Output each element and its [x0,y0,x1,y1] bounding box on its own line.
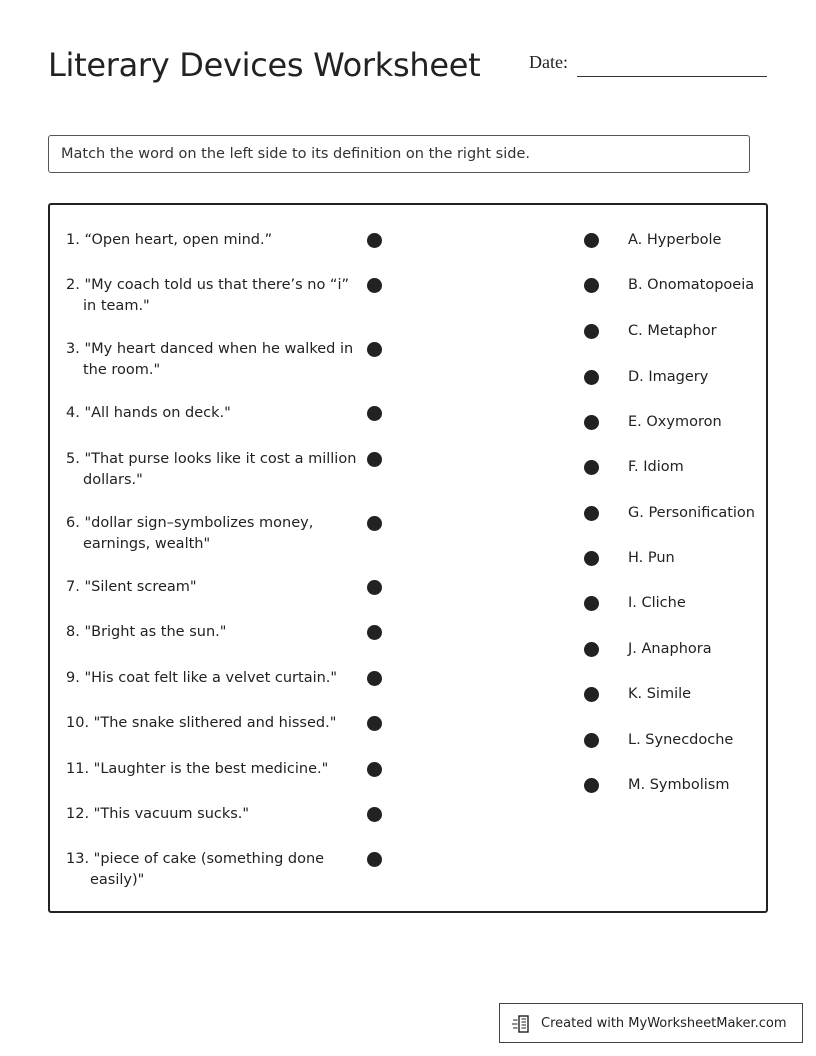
option-match-dot[interactable] [584,460,599,475]
option-match-dot[interactable] [584,506,599,521]
question-item: 11. "Laughter is the best medicine." [66,761,329,777]
worksheet-maker-logo-icon [512,1014,532,1034]
option-match-dot[interactable] [584,278,599,293]
date-label: Date: [529,52,568,72]
question-match-dot[interactable] [367,516,382,531]
question-match-dot[interactable] [367,807,382,822]
instructions-box [48,135,750,173]
question-item: 1. “Open heart, open mind.” [66,232,273,248]
option-match-dot[interactable] [584,733,599,748]
option-item: G. Personification [628,505,755,521]
question-match-dot[interactable] [367,671,382,686]
option-item: E. Oxymoron [628,414,722,430]
instructions-text: Match the word on the left side to its definition on the right side. [61,146,530,162]
question-item: 7. "Silent scream" [66,579,197,595]
page-title: Literary Devices Worksheet [48,46,481,84]
question-match-dot[interactable] [367,762,382,777]
option-match-dot[interactable] [584,415,599,430]
option-item: L. Synecdoche [628,732,734,748]
question-match-dot[interactable] [367,233,382,248]
option-match-dot[interactable] [584,324,599,339]
question-item: 9. "His coat felt like a velvet curtain." [66,670,338,686]
question-match-dot[interactable] [367,342,382,357]
option-item: F. Idiom [628,459,684,475]
option-item: M. Symbolism [628,777,730,793]
option-match-dot[interactable] [584,370,599,385]
option-item: I. Cliche [628,595,686,611]
question-item: 5. "That purse looks like it cost a million dollars." [66,451,357,488]
question-item: 13. "piece of cake (something done easily)" [66,851,325,888]
question-item: 6. "dollar sign–symbolizes money, earnings, wealth" [66,515,314,552]
footer-credit[interactable] [499,1003,803,1043]
option-match-dot[interactable] [584,778,599,793]
question-item: 12. "This vacuum sucks." [66,806,250,822]
option-item: H. Pun [628,550,675,566]
option-item: C. Metaphor [628,323,717,339]
option-match-dot[interactable] [584,687,599,702]
option-item: A. Hyperbole [628,232,722,248]
question-match-dot[interactable] [367,406,382,421]
option-item: B. Onomatopoeia [628,277,755,293]
option-match-dot[interactable] [584,233,599,248]
question-item: 2. "My coach told us that there’s no “i” in team." [66,277,349,314]
question-item: 4. "All hands on deck." [66,405,231,421]
question-match-dot[interactable] [367,852,382,867]
question-match-dot[interactable] [367,452,382,467]
question-match-dot[interactable] [367,625,382,640]
question-match-dot[interactable] [367,716,382,731]
option-match-dot[interactable] [584,596,599,611]
question-item: 10. "The snake slithered and hissed." [66,715,337,731]
question-match-dot[interactable] [367,278,382,293]
option-match-dot[interactable] [584,642,599,657]
footer-text: Created with MyWorksheetMaker.com [541,1016,787,1031]
option-item: D. Imagery [628,369,709,385]
question-item: 3. "My heart danced when he walked in the room." [66,341,354,378]
question-item: 8. "Bright as the sun." [66,624,227,640]
option-item: J. Anaphora [628,641,712,657]
question-match-dot[interactable] [367,580,382,595]
option-item: K. Simile [628,686,692,702]
option-match-dot[interactable] [584,551,599,566]
date-input-line[interactable] [577,76,767,77]
